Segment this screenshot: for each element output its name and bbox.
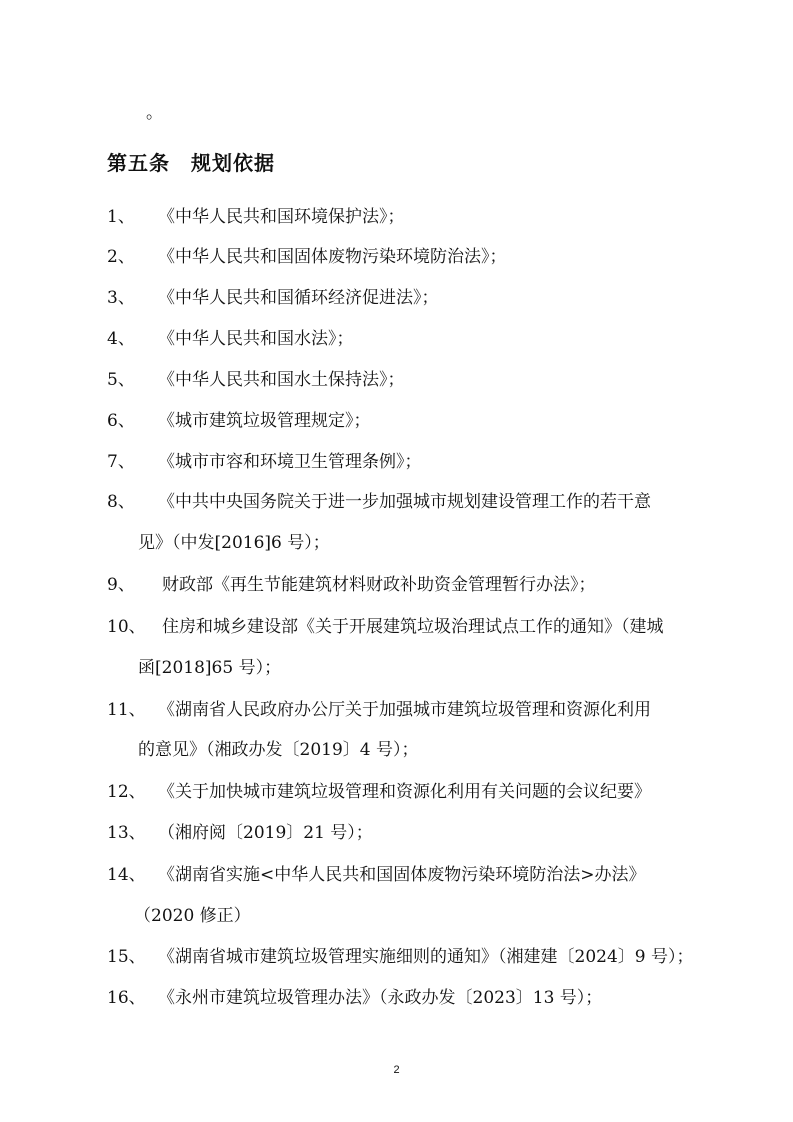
item-text-continuation: 的意见》（湘政办发〔2019〕4 号）； (138, 740, 419, 760)
item-number: 3、 (107, 288, 135, 308)
item-text: 《湖南省人民政府办公厅关于加强城市建筑垃圾管理和资源化利用 (158, 700, 651, 720)
item-number: 2、 (107, 247, 135, 267)
item-number: 8、 (107, 492, 135, 512)
item-text: 《湖南省实施<中华人民共和国固体废物污染环境防治法>办法》 (158, 865, 646, 885)
item-number: 7、 (107, 452, 135, 472)
item-number: 12、 (107, 782, 146, 802)
item-text: 《中华人民共和国水土保持法》； (158, 370, 405, 390)
item-number: 5、 (107, 370, 135, 390)
item-number: 15、 (107, 947, 146, 967)
item-text: 《中华人民共和国水法》； (158, 329, 354, 349)
item-text-continuation: 见》（中发[2016]6 号）； (138, 533, 330, 553)
item-text: （湘府阅〔2019〕21 号）； (158, 823, 373, 843)
item-number: 14、 (107, 865, 146, 885)
item-text-continuation: （2020 修正） (134, 906, 251, 926)
item-number: 16、 (107, 988, 146, 1008)
item-number: 11、 (107, 700, 146, 720)
item-text: 《城市市容和环境卫生管理条例》； (158, 452, 422, 472)
item-text: 《城市建筑垃圾管理规定》； (158, 411, 371, 431)
item-text-continuation: 函[2018]65 号）； (138, 658, 282, 678)
page-number: 2 (393, 1064, 400, 1076)
item-text: 《中华人民共和国循环经济促进法》； (158, 288, 439, 308)
item-number: 6、 (107, 411, 135, 431)
item-text: 财政部《再生节能建筑材料财政补助资金管理暂行办法》； (162, 575, 596, 595)
item-text: 《永州市建筑垃圾管理办法》（永政办发〔2023〕13 号）； (158, 988, 603, 1008)
item-text: 《关于加快城市建筑垃圾管理和资源化利用有关问题的会议纪要》 (158, 782, 651, 802)
item-number: 9、 (107, 575, 135, 595)
item-text: 《中华人民共和国固体废物污染环境防治法》； (158, 247, 507, 267)
item-number: 1、 (107, 207, 135, 227)
item-text: 《湖南省城市建筑垃圾管理实施细则的通知》（湘建建〔2024〕9 号）； (158, 947, 694, 967)
item-text: 《中共中央国务院关于进一步加强城市规划建设管理工作的若干意 (158, 492, 651, 512)
continuation-fragment: 。 (146, 103, 163, 123)
item-text: 《中华人民共和国环境保护法》； (158, 207, 405, 227)
section-heading: 第五条 规划依据 (107, 151, 275, 175)
item-text: 住房和城乡建设部《关于开展建筑垃圾治理试点工作的通知》（建城 (162, 617, 664, 637)
item-number: 13、 (107, 823, 146, 843)
item-number: 4、 (107, 329, 135, 349)
item-number: 10、 (107, 617, 146, 637)
